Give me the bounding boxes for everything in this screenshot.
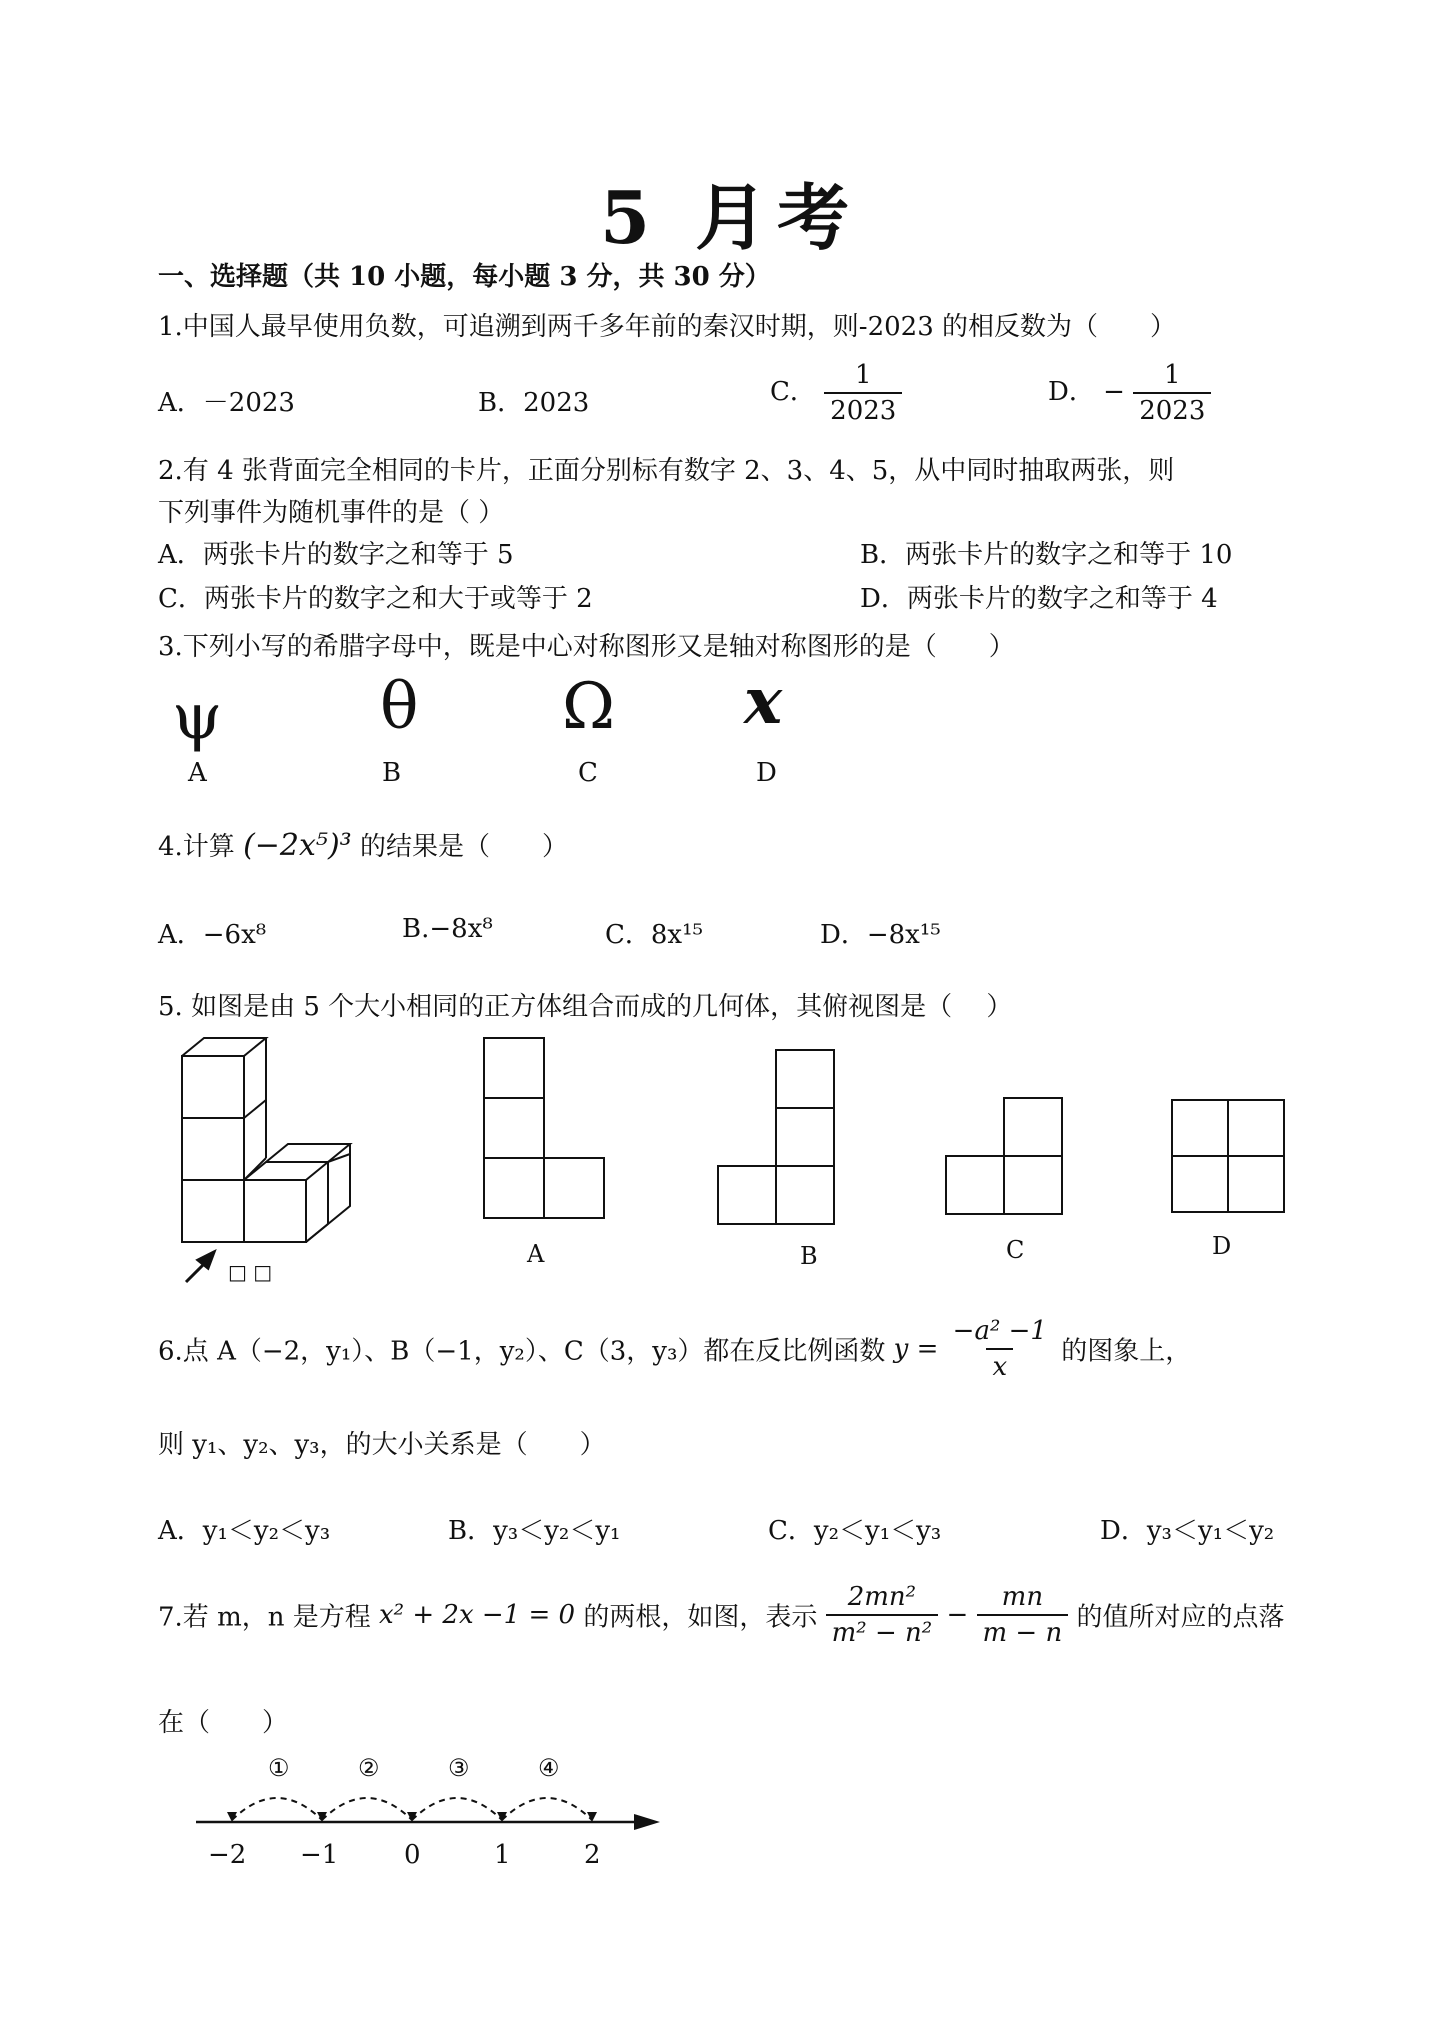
q5-label-d[interactable]: D: [1212, 1232, 1232, 1260]
q3-symbol-omega: Ω: [562, 670, 616, 744]
q5-view-direction-label: □ □: [228, 1260, 273, 1284]
q2-option-c[interactable]: C．两张卡片的数字之和大于或等于 2: [158, 584, 593, 614]
q6-option-c[interactable]: C．y₂＜y₁＜y₃: [768, 1516, 942, 1546]
q1-d-numerator: 1: [1164, 360, 1181, 390]
q1-option-a[interactable]: A．－2023: [158, 388, 295, 418]
q4-stem: [158, 826, 568, 863]
q1-c-fraction: [824, 360, 902, 426]
q1-c-denominator: 2023: [824, 392, 902, 426]
q5-stem: 5. 如图是由 5 个大小相同的正方体组合而成的几何体，其俯视图是（ ）: [158, 992, 1013, 1022]
q7-tick-neg1: −1: [300, 1840, 339, 1870]
q7-tick-2: 2: [584, 1840, 601, 1870]
q4-option-b[interactable]: B.−8x⁸: [402, 914, 493, 944]
q7-fraction-1-numerator: 2mn²: [847, 1582, 917, 1612]
q7-tick-1: 1: [494, 1840, 511, 1870]
q1-d-fraction: [1133, 360, 1211, 426]
q4-option-d[interactable]: D．−8x¹⁵: [820, 920, 941, 950]
page-title: 5 月考: [600, 175, 860, 260]
q7-tick-neg2: −2: [208, 1840, 247, 1870]
q3-label-d[interactable]: D: [756, 758, 777, 788]
q5-label-a[interactable]: A: [527, 1240, 545, 1268]
q5-option-b-figure[interactable]: [716, 1048, 846, 1238]
q1-c-numerator: 1: [854, 360, 872, 390]
q6-stem-part1: 6.点 A（−2，y₁）、B（−1，y₂）、C（3，y₃）都在反比例函数: [158, 1336, 886, 1367]
q6-function-denominator: x: [986, 1348, 1013, 1382]
q7-region-3: ③: [448, 1754, 470, 1782]
q3-label-a[interactable]: A: [188, 758, 207, 788]
q6-function-lhs: y =: [893, 1334, 939, 1364]
q1-d-label: D．: [1048, 377, 1095, 407]
q5-label-b[interactable]: B: [800, 1242, 818, 1270]
q6-stem-line1: [158, 1316, 1191, 1382]
q7-minus: −: [946, 1600, 969, 1630]
q7-region-4: ④: [538, 1754, 560, 1782]
q7-stem-part2: 的两根，如图，表示: [583, 1602, 818, 1633]
q1-option-c[interactable]: [770, 360, 902, 426]
q7-fraction-2-denominator: m − n: [977, 1614, 1069, 1648]
q4-option-a[interactable]: A．−6x⁸: [158, 920, 267, 950]
q1-d-denominator: 2023: [1133, 392, 1211, 426]
q5-option-d-figure[interactable]: [1170, 1098, 1300, 1228]
q6-function-fraction: [947, 1316, 1053, 1382]
q6-stem-part2: 的图象上，: [1061, 1336, 1192, 1367]
q3-symbol-psi: ψ: [172, 680, 223, 754]
q4-stem-suffix: 的结果是（ ）: [359, 832, 568, 862]
q6-option-b[interactable]: B．y₃＜y₂＜y₁: [448, 1516, 621, 1546]
q6-option-d[interactable]: D．y₃＜y₁＜y₂: [1100, 1516, 1275, 1546]
q2-stem-line2: 下列事件为随机事件的是（ ）: [158, 498, 505, 528]
q2-option-a[interactable]: A．两张卡片的数字之和等于 5: [158, 540, 514, 570]
q1-d-minus: −: [1103, 377, 1125, 407]
q3-label-b[interactable]: B: [382, 758, 402, 788]
q5-option-c-figure[interactable]: [944, 1096, 1074, 1226]
q2-stem-line1: 2.有 4 张背面完全相同的卡片，正面分别标有数字 2、3、4、5，从中同时抽取两张，则: [158, 456, 1175, 486]
q7-tick-0: 0: [404, 1840, 421, 1870]
q1-c-label: C．: [770, 377, 816, 407]
q7-stem-part3: 的值所对应的点落: [1076, 1602, 1285, 1633]
q7-equation: x² + 2x −1 = 0: [379, 1600, 576, 1630]
q2-option-b[interactable]: B．两张卡片的数字之和等于 10: [860, 540, 1233, 570]
q4-option-c[interactable]: C．8x¹⁵: [605, 920, 703, 950]
q5-label-c[interactable]: C: [1006, 1236, 1025, 1264]
q5-option-a-figure[interactable]: [482, 1036, 612, 1226]
q1-stem: 1.中国人最早使用负数，可追溯到两千多年前的秦汉时期，则-2023 的相反数为（ ）: [158, 312, 1177, 342]
q6-stem-line2: 则 y₁、y₂、y₃，的大小关系是（ ）: [158, 1430, 606, 1460]
q5-solid-figure: [170, 1030, 370, 1290]
q7-stem-line2: 在（ ）: [158, 1708, 289, 1738]
q1-option-b[interactable]: B．2023: [478, 388, 590, 418]
q1-option-d[interactable]: [1048, 360, 1211, 426]
q7-fraction-2-numerator: mn: [1001, 1582, 1044, 1612]
q3-label-c[interactable]: C: [578, 758, 598, 788]
q7-fraction-1: [826, 1582, 939, 1648]
q4-stem-prefix: 4.计算: [158, 832, 235, 862]
q7-region-1: ①: [268, 1754, 290, 1782]
q6-function-numerator: −a² −1: [952, 1316, 1047, 1346]
q4-expression: (−2x⁵)³: [243, 828, 352, 863]
section-heading: 一、选择题（共 10 小题，每小题 3 分，共 30 分）: [158, 262, 771, 292]
q7-fraction-1-denominator: m² − n²: [826, 1614, 939, 1648]
q7-region-2: ②: [358, 1754, 380, 1782]
q2-option-d[interactable]: D．两张卡片的数字之和等于 4: [860, 584, 1218, 614]
q7-stem-line1: [158, 1582, 1285, 1648]
q3-symbol-x: x: [744, 664, 783, 739]
q7-stem-part1: 7.若 m，n 是方程: [158, 1602, 371, 1633]
q7-fraction-2: [977, 1582, 1069, 1648]
q3-stem: 3.下列小写的希腊字母中，既是中心对称图形又是轴对称图形的是（ ）: [158, 632, 1015, 662]
q3-symbol-theta: θ: [380, 670, 419, 744]
q6-option-a[interactable]: A．y₁＜y₂＜y₃: [158, 1516, 331, 1546]
